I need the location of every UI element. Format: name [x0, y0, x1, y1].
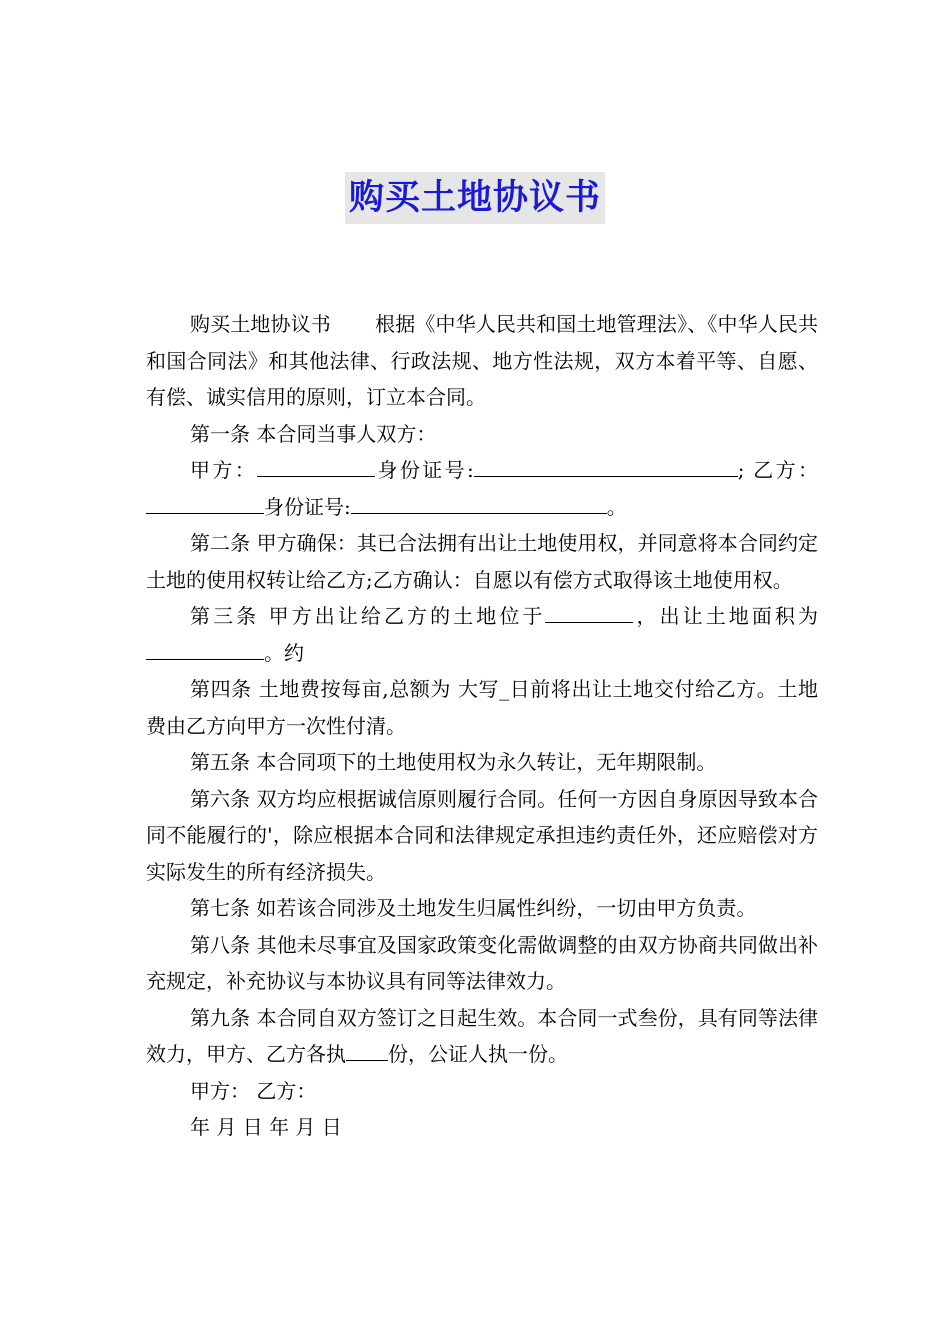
land-location-blank — [545, 600, 633, 623]
article-3-after: 。约 — [264, 640, 304, 665]
signature-line: 甲方： 乙方： — [190, 1078, 317, 1103]
party-a-label: 甲方： — [190, 458, 258, 482]
article-4: 第四条 土地费按每亩,总额为 大写_日前将出让土地交付给乙方。土地费由乙方向甲方一次性付清。 — [146, 677, 818, 738]
article-1: 第一条 本合同当事人双方： — [190, 421, 437, 446]
copies-blank — [346, 1038, 388, 1061]
article-2: 第二条 甲方确保：其已合法拥有出让土地使用权，并同意将本合同约定土地的使用权转让给乙方;乙方确认：自愿以有偿方式取得该土地使用权。 — [146, 531, 818, 592]
article-8: 第八条 其他未尽事宜及国家政策变化需做调整的由双方协商共同做出补充规定，补充协议与本协议具有同等法律效力。 — [146, 932, 818, 993]
intro-paragraph — [146, 306, 818, 416]
article-5: 第五条 本合同项下的土地使用权为永久转让，无年期限制。 — [190, 750, 717, 774]
parties-paragraph — [146, 452, 818, 525]
article-7: 第七条 如若该合同涉及土地发生归属性纠纷，一切由甲方负责。 — [190, 896, 757, 920]
party-b-name-blank — [146, 491, 264, 514]
date-line: 年 月 日 年 月 日 — [190, 1115, 342, 1139]
party-b-id-label: 身份证号: — [264, 494, 351, 519]
article-3-before: 第三条 甲方出让给乙方的土地位于 — [190, 604, 546, 628]
land-area-blank — [146, 637, 264, 660]
article-3 — [146, 598, 818, 671]
article-9-before: 第九条 本合同自双方签订之日起生效。本合同一式叁份，具有同等法律效力，甲方、乙方各执 — [146, 1005, 818, 1066]
party-a-name-blank — [257, 454, 375, 477]
document-title: 购买土地协议书 — [345, 172, 605, 224]
party-a-id-blank — [474, 454, 738, 477]
article-9 — [146, 1000, 818, 1073]
title-container — [0, 172, 950, 224]
intro-text: 根据《中华人民共和国土地管理法》、《中华人民共和国合同法》和其他法律、行政法规、地方性法规，双方本着平等、自愿、有偿、诚实信用的原则，订立本合同。 — [146, 312, 819, 409]
article-9-after: 份，公证人执一份。 — [388, 1042, 568, 1066]
document-body — [146, 306, 818, 1146]
party-b-label: ; 乙方： — [737, 458, 818, 482]
article-6: 第六条 双方均应根据诚信原则履行合同。任何一方因自身原因导致本合同不能履行的'，除应根据本合同和法律规定承担违约责任外，还应赔偿对方实际发生的所有经济损失。 — [146, 786, 818, 884]
party-a-id-label: 身份证号: — [375, 458, 474, 482]
party-b-id-blank — [351, 491, 607, 514]
intro-lead: 购买土地协议书 — [190, 312, 331, 336]
article-3-middle: ，出让土地面积为 — [633, 604, 818, 628]
parties-end: 。 — [606, 494, 627, 519]
